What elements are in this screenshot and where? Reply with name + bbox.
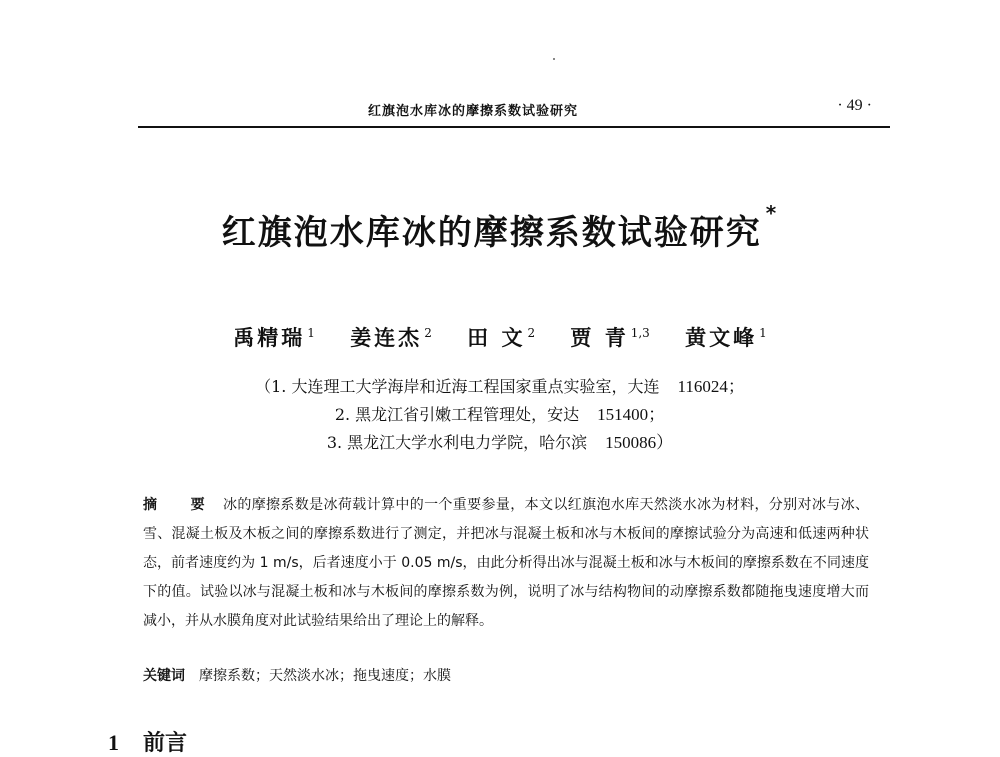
- author-affiliation-sup: 2: [527, 326, 536, 340]
- author-list: [0, 322, 1000, 352]
- running-header-title: 红旗泡水库冰的摩擦系数试验研究: [368, 104, 579, 119]
- abstract-label: 摘 要: [143, 497, 219, 513]
- paper-title: [221, 201, 779, 254]
- section-heading: [108, 726, 187, 757]
- author: [233, 322, 315, 352]
- section-number: 1: [108, 730, 119, 755]
- affiliation-text: （1. 大连理工大学海岸和近海工程国家重点实验室，大连: [255, 377, 660, 396]
- author: [570, 322, 649, 352]
- author-affiliation-sup: 2: [424, 326, 432, 340]
- affiliation-text: 2. 黑龙江省引嫩工程管理处，安达: [334, 405, 580, 424]
- author: [685, 322, 767, 352]
- page-number: [833, 97, 876, 115]
- affiliation-line: [0, 429, 1000, 457]
- title-block: [0, 201, 1000, 254]
- author-name: 姜连杰: [350, 325, 423, 350]
- affiliation-line: [0, 401, 1000, 429]
- title-footnote-star: *: [765, 201, 779, 225]
- postal-code: 150086）: [605, 433, 674, 452]
- page-number-value: 49: [846, 97, 863, 114]
- author-name: 黄文峰: [685, 325, 758, 350]
- abstract: [143, 491, 869, 636]
- keywords: [143, 665, 869, 685]
- author-affiliation-sup: 1,3: [630, 326, 650, 340]
- author-name: 禹精瑞: [233, 325, 306, 350]
- author-name: 贾 青: [570, 325, 629, 350]
- keywords-label: 关键词: [143, 668, 185, 684]
- abstract-text: 冰的摩擦系数是冰荷载计算中的一个重要参量，本文以红旗泡水库天然淡水冰为材料，分别对冰与冰、雪、混凝土板及木板之间的摩擦系数进行了测定，并把冰与混凝土板和冰与木板间的摩擦试验分为高速和低速两种状态，前者速度约为 1 m/s，后者速度小于 0.05 m/s，由此分析得出冰与混凝土板和冰与木板间的摩擦系数在不同速度下的值。试验以冰与混凝土板和冰与木板间的摩擦系数为例，说明了冰与结构物间的动摩擦系数都随拖曳速度增大而减小，并从水膜角度对此试验结果给出了理论上的解释。: [143, 497, 869, 629]
- author-affiliation-sup: 1: [759, 326, 767, 340]
- affiliation-text: 3. 黑龙江大学水利电力学院，哈尔滨: [326, 433, 588, 452]
- author: [350, 322, 432, 352]
- author-name: 田 文: [467, 325, 526, 350]
- page-number-dot-left: ·: [837, 97, 843, 114]
- paper-title-text: 红旗泡水库冰的摩擦系数试验研究: [221, 213, 762, 253]
- scan-speck: [553, 58, 555, 60]
- postal-code: 116024；: [677, 377, 745, 396]
- page-number-dot-right: ·: [866, 97, 872, 114]
- section-title: 前言: [143, 731, 188, 756]
- keywords-text: 摩擦系数；天然淡水冰；拖曳速度；水膜: [199, 668, 451, 684]
- author: [467, 322, 535, 352]
- running-header: [138, 96, 890, 128]
- affiliation-list: [0, 373, 1000, 457]
- affiliation-line: [0, 373, 1000, 401]
- postal-code: 151400；: [597, 405, 666, 424]
- author-affiliation-sup: 1: [307, 326, 315, 340]
